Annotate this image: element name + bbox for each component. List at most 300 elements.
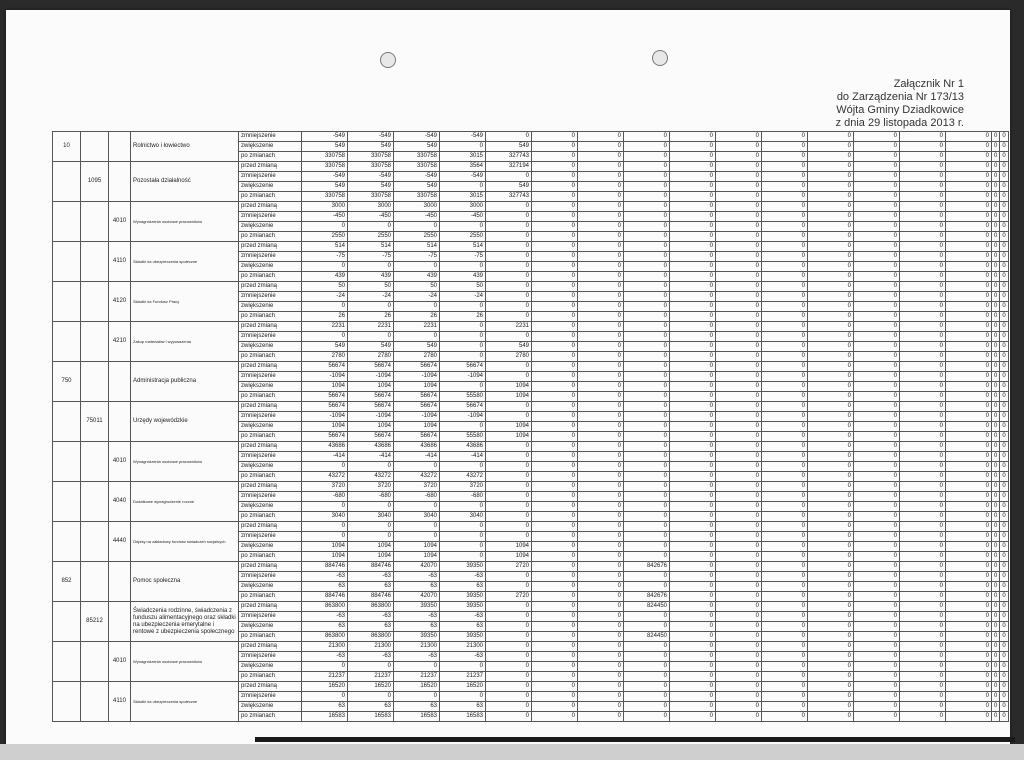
value-cell: 514 xyxy=(394,242,440,252)
value-cell: 0 xyxy=(394,222,440,232)
value-cell: 0 xyxy=(670,592,716,602)
value-cell: 0 xyxy=(808,592,854,602)
value-cell: 26 xyxy=(440,312,486,322)
value-cell: 0 xyxy=(1000,232,1008,242)
value-cell: -1094 xyxy=(302,372,348,382)
value-cell: 0 xyxy=(624,552,670,562)
value-cell: 0 xyxy=(578,222,624,232)
value-cell: 0 xyxy=(854,332,900,342)
value-cell: 1094 xyxy=(348,552,394,562)
value-cell: 0 xyxy=(946,342,992,352)
value-cell: 0 xyxy=(808,712,854,722)
value-cell: 0 xyxy=(624,512,670,522)
cell-rozdzial xyxy=(81,362,109,402)
value-cell: 0 xyxy=(992,312,1000,322)
value-cell: 56674 xyxy=(302,392,348,402)
value-cell: 0 xyxy=(808,342,854,352)
value-cell: 0 xyxy=(946,652,992,662)
row-label: zmniejszenie xyxy=(239,212,302,222)
value-cell: 0 xyxy=(762,402,808,412)
value-cell: 0 xyxy=(992,462,1000,472)
value-cell: 0 xyxy=(578,662,624,672)
value-cell: 1094 xyxy=(394,552,440,562)
value-cell: -414 xyxy=(440,452,486,462)
value-cell: 0 xyxy=(854,302,900,312)
value-cell: 0 xyxy=(348,222,394,232)
value-cell: 0 xyxy=(946,212,992,222)
value-cell: 0 xyxy=(808,262,854,272)
value-cell: 0 xyxy=(854,692,900,702)
value-cell: 0 xyxy=(670,292,716,302)
value-cell: 0 xyxy=(716,362,762,372)
value-cell: 0 xyxy=(532,362,578,372)
value-cell: 0 xyxy=(670,312,716,322)
value-cell: 0 xyxy=(900,312,946,322)
row-label: zmniejszenie xyxy=(239,452,302,462)
value-cell: 0 xyxy=(394,532,440,542)
value-cell: 63 xyxy=(440,582,486,592)
value-cell: 0 xyxy=(808,292,854,302)
value-cell: 0 xyxy=(624,692,670,702)
value-cell: 0 xyxy=(578,352,624,362)
value-cell: 0 xyxy=(946,492,992,502)
value-cell: -63 xyxy=(302,612,348,622)
value-cell: 0 xyxy=(900,642,946,652)
row-label: zmniejszenie xyxy=(239,412,302,422)
value-cell: 0 xyxy=(808,462,854,472)
value-cell: 0 xyxy=(486,402,532,412)
value-cell: 56674 xyxy=(440,402,486,412)
table-row xyxy=(53,162,1009,172)
value-cell: 0 xyxy=(992,362,1000,372)
value-cell: 0 xyxy=(900,352,946,362)
value-cell: 0 xyxy=(762,552,808,562)
value-cell: 0 xyxy=(946,422,992,432)
value-cell: 0 xyxy=(854,292,900,302)
value-cell: 0 xyxy=(486,502,532,512)
value-cell: 55580 xyxy=(440,432,486,442)
value-cell: -414 xyxy=(302,452,348,462)
value-cell: 0 xyxy=(946,702,992,712)
value-cell: 43272 xyxy=(440,472,486,482)
value-cell: 0 xyxy=(808,482,854,492)
value-cell: 0 xyxy=(992,692,1000,702)
value-cell: 0 xyxy=(578,132,624,142)
value-cell: 0 xyxy=(578,582,624,592)
value-cell: 0 xyxy=(900,512,946,522)
row-label: przed zmianą xyxy=(239,242,302,252)
value-cell: 0 xyxy=(808,472,854,482)
value-cell: 0 xyxy=(486,712,532,722)
value-cell: 0 xyxy=(992,442,1000,452)
value-cell: 0 xyxy=(992,592,1000,602)
cell-par xyxy=(109,132,131,162)
value-cell: 0 xyxy=(762,642,808,652)
value-cell: 0 xyxy=(624,272,670,282)
value-cell: -549 xyxy=(394,132,440,142)
value-cell: 0 xyxy=(670,202,716,212)
value-cell: 0 xyxy=(808,152,854,162)
value-cell: 0 xyxy=(670,472,716,482)
value-cell: -63 xyxy=(394,652,440,662)
value-cell: 0 xyxy=(992,422,1000,432)
value-cell: 0 xyxy=(670,492,716,502)
value-cell: 0 xyxy=(808,672,854,682)
value-cell: 0 xyxy=(624,582,670,592)
value-cell: 0 xyxy=(854,262,900,272)
value-cell: 0 xyxy=(808,182,854,192)
value-cell: 0 xyxy=(578,692,624,702)
value-cell: 0 xyxy=(486,612,532,622)
value-cell: 0 xyxy=(532,652,578,662)
value-cell: 0 xyxy=(532,562,578,572)
value-cell: 0 xyxy=(762,672,808,682)
value-cell: 0 xyxy=(624,492,670,502)
value-cell: 0 xyxy=(900,692,946,702)
value-cell: 0 xyxy=(900,612,946,622)
value-cell: 0 xyxy=(716,212,762,222)
value-cell: 0 xyxy=(716,632,762,642)
value-cell: 0 xyxy=(1000,412,1008,422)
row-label: zwiększenie xyxy=(239,222,302,232)
value-cell: 0 xyxy=(900,162,946,172)
value-cell: 0 xyxy=(486,172,532,182)
value-cell: 0 xyxy=(716,482,762,492)
value-cell: 0 xyxy=(302,502,348,512)
value-cell: 0 xyxy=(808,632,854,642)
value-cell: 0 xyxy=(992,652,1000,662)
value-cell: 0 xyxy=(716,132,762,142)
value-cell: 0 xyxy=(762,162,808,172)
value-cell: 330758 xyxy=(302,152,348,162)
row-label: po zmianach xyxy=(239,392,302,402)
value-cell: 21300 xyxy=(348,642,394,652)
value-cell: 0 xyxy=(716,672,762,682)
row-label: przed zmianą xyxy=(239,362,302,372)
value-cell: 0 xyxy=(900,702,946,712)
value-cell: 21237 xyxy=(394,672,440,682)
value-cell: 330758 xyxy=(348,152,394,162)
row-label: po zmianach xyxy=(239,272,302,282)
value-cell: 0 xyxy=(808,442,854,452)
value-cell: 0 xyxy=(302,692,348,702)
value-cell: 0 xyxy=(854,322,900,332)
value-cell: 0 xyxy=(532,222,578,232)
value-cell: 0 xyxy=(854,492,900,502)
value-cell: 884746 xyxy=(302,562,348,572)
value-cell: 0 xyxy=(532,242,578,252)
value-cell: 0 xyxy=(578,702,624,712)
value-cell: 0 xyxy=(762,232,808,242)
value-cell: 21237 xyxy=(302,672,348,682)
value-cell: 0 xyxy=(578,652,624,662)
value-cell: 0 xyxy=(854,162,900,172)
value-cell: 842676 xyxy=(624,562,670,572)
value-cell: 0 xyxy=(440,522,486,532)
value-cell: 0 xyxy=(1000,352,1008,362)
value-cell: 0 xyxy=(578,412,624,422)
row-label: zmniejszenie xyxy=(239,572,302,582)
value-cell: 0 xyxy=(670,272,716,282)
value-cell: 0 xyxy=(762,392,808,402)
row-label: przed zmianą xyxy=(239,202,302,212)
value-cell: 0 xyxy=(624,232,670,242)
value-cell: 0 xyxy=(578,312,624,322)
value-cell: 0 xyxy=(532,432,578,442)
value-cell: 0 xyxy=(854,192,900,202)
value-cell: 0 xyxy=(992,212,1000,222)
value-cell: 63 xyxy=(348,702,394,712)
value-cell: 0 xyxy=(992,472,1000,482)
value-cell: 56674 xyxy=(348,432,394,442)
value-cell: 514 xyxy=(348,242,394,252)
value-cell: 0 xyxy=(716,202,762,212)
value-cell: 0 xyxy=(440,662,486,672)
value-cell: 0 xyxy=(440,352,486,362)
value-cell: 0 xyxy=(854,462,900,472)
value-cell: 0 xyxy=(854,362,900,372)
value-cell: 0 xyxy=(716,462,762,472)
value-cell: 0 xyxy=(1000,532,1008,542)
value-cell: 0 xyxy=(716,682,762,692)
value-cell: 0 xyxy=(348,662,394,672)
value-cell: 514 xyxy=(440,242,486,252)
value-cell: 0 xyxy=(532,482,578,492)
value-cell: 0 xyxy=(486,652,532,662)
value-cell: 0 xyxy=(624,662,670,672)
value-cell: 39350 xyxy=(440,592,486,602)
value-cell: 0 xyxy=(486,202,532,212)
value-cell: 0 xyxy=(762,132,808,142)
cell-name: Wynagrodzenia osobowe pracowników xyxy=(131,642,239,682)
value-cell: 3000 xyxy=(394,202,440,212)
value-cell: 0 xyxy=(762,342,808,352)
value-cell: 0 xyxy=(486,662,532,672)
value-cell: 0 xyxy=(946,132,992,142)
value-cell: 0 xyxy=(348,532,394,542)
value-cell: 330758 xyxy=(348,192,394,202)
value-cell: 0 xyxy=(808,402,854,412)
value-cell: 2780 xyxy=(302,352,348,362)
row-label: zmniejszenie xyxy=(239,132,302,142)
value-cell: 0 xyxy=(578,512,624,522)
value-cell: 884746 xyxy=(302,592,348,602)
value-cell: -450 xyxy=(348,212,394,222)
value-cell: 0 xyxy=(624,452,670,462)
value-cell: 0 xyxy=(946,532,992,542)
value-cell: 0 xyxy=(578,562,624,572)
value-cell: 43272 xyxy=(348,472,394,482)
value-cell: 56674 xyxy=(348,362,394,372)
value-cell: -24 xyxy=(348,292,394,302)
value-cell: 0 xyxy=(900,412,946,422)
row-label: zmniejszenie xyxy=(239,612,302,622)
cell-par: 4010 xyxy=(109,202,131,242)
value-cell: 0 xyxy=(670,452,716,462)
value-cell: 0 xyxy=(1000,332,1008,342)
value-cell: 0 xyxy=(946,592,992,602)
value-cell: 0 xyxy=(670,712,716,722)
value-cell: 0 xyxy=(854,672,900,682)
table-row xyxy=(53,602,1009,612)
value-cell: 0 xyxy=(808,132,854,142)
value-cell: 549 xyxy=(302,182,348,192)
value-cell: 0 xyxy=(578,622,624,632)
value-cell: 0 xyxy=(946,202,992,212)
value-cell: 0 xyxy=(486,702,532,712)
value-cell: 0 xyxy=(670,282,716,292)
row-label: zwiększenie xyxy=(239,262,302,272)
row-label: zmniejszenie xyxy=(239,652,302,662)
value-cell: 0 xyxy=(624,142,670,152)
value-cell: 0 xyxy=(716,252,762,262)
cell-par: 4120 xyxy=(109,282,131,322)
row-label: przed zmianą xyxy=(239,562,302,572)
value-cell: 0 xyxy=(670,212,716,222)
row-label: po zmianach xyxy=(239,232,302,242)
value-cell: 0 xyxy=(486,642,532,652)
value-cell: 0 xyxy=(578,552,624,562)
value-cell: 0 xyxy=(762,622,808,632)
value-cell: 0 xyxy=(532,202,578,212)
value-cell: 0 xyxy=(716,232,762,242)
value-cell: 0 xyxy=(670,652,716,662)
value-cell: 1094 xyxy=(302,542,348,552)
value-cell: 0 xyxy=(808,682,854,692)
cell-par xyxy=(109,402,131,442)
row-label: po zmianach xyxy=(239,432,302,442)
value-cell: 0 xyxy=(946,612,992,622)
value-cell: 0 xyxy=(762,482,808,492)
value-cell: -63 xyxy=(440,612,486,622)
value-cell: 0 xyxy=(992,532,1000,542)
value-cell: 0 xyxy=(946,712,992,722)
value-cell: 0 xyxy=(992,262,1000,272)
value-cell: 0 xyxy=(486,232,532,242)
cell-name: Składki na ubezpieczenia społeczne xyxy=(131,242,239,282)
value-cell: 16520 xyxy=(348,682,394,692)
row-label: zwiększenie xyxy=(239,462,302,472)
value-cell: 0 xyxy=(900,622,946,632)
value-cell: 0 xyxy=(624,162,670,172)
value-cell: 63 xyxy=(302,582,348,592)
value-cell: 0 xyxy=(486,602,532,612)
value-cell: 43686 xyxy=(440,442,486,452)
row-label: zwiększenie xyxy=(239,142,302,152)
value-cell: 0 xyxy=(486,272,532,282)
value-cell: 0 xyxy=(854,392,900,402)
value-cell: 0 xyxy=(992,162,1000,172)
value-cell: 0 xyxy=(670,232,716,242)
value-cell: 0 xyxy=(762,282,808,292)
value-cell: 0 xyxy=(762,152,808,162)
value-cell: 0 xyxy=(992,522,1000,532)
value-cell: 0 xyxy=(854,622,900,632)
value-cell: 0 xyxy=(762,682,808,692)
cell-par xyxy=(109,362,131,402)
value-cell: 0 xyxy=(1000,692,1008,702)
value-cell: 0 xyxy=(762,212,808,222)
cell-dzial: 10 xyxy=(53,132,81,162)
value-cell: 330758 xyxy=(394,152,440,162)
value-cell: 0 xyxy=(578,322,624,332)
value-cell: 0 xyxy=(578,642,624,652)
value-cell: 1094 xyxy=(486,382,532,392)
value-cell: 0 xyxy=(486,452,532,462)
cell-dzial xyxy=(53,162,81,202)
value-cell: 0 xyxy=(716,432,762,442)
value-cell: 0 xyxy=(532,232,578,242)
value-cell: 0 xyxy=(808,392,854,402)
cell-name: Wynagrodzenia osobowe pracowników xyxy=(131,202,239,242)
row-label: zwiększenie xyxy=(239,502,302,512)
value-cell: 0 xyxy=(762,562,808,572)
cell-par: 4010 xyxy=(109,442,131,482)
value-cell: 0 xyxy=(486,572,532,582)
row-label: zwiększenie xyxy=(239,662,302,672)
value-cell: 0 xyxy=(854,152,900,162)
cell-rozdzial xyxy=(81,202,109,242)
value-cell: 0 xyxy=(716,172,762,182)
value-cell: 0 xyxy=(578,442,624,452)
value-cell: -1094 xyxy=(440,372,486,382)
value-cell: 0 xyxy=(854,562,900,572)
value-cell: 0 xyxy=(578,332,624,342)
value-cell: 0 xyxy=(348,502,394,512)
value-cell: 0 xyxy=(946,222,992,232)
value-cell: 0 xyxy=(578,462,624,472)
value-cell: 0 xyxy=(946,182,992,192)
value-cell: 0 xyxy=(1000,262,1008,272)
value-cell: 0 xyxy=(900,342,946,352)
value-cell: 0 xyxy=(532,412,578,422)
value-cell: 0 xyxy=(532,132,578,142)
value-cell: 0 xyxy=(578,482,624,492)
cell-rozdzial xyxy=(81,562,109,602)
value-cell: 0 xyxy=(670,392,716,402)
value-cell: 63 xyxy=(302,702,348,712)
cell-par xyxy=(109,562,131,602)
value-cell: 21237 xyxy=(348,672,394,682)
value-cell: 0 xyxy=(532,512,578,522)
heading-line-2: do Zarządzenia Nr 173/13 xyxy=(836,91,964,103)
value-cell: 0 xyxy=(624,612,670,622)
value-cell: 0 xyxy=(394,662,440,672)
value-cell: 0 xyxy=(716,552,762,562)
value-cell: 0 xyxy=(854,632,900,642)
value-cell: 0 xyxy=(762,192,808,202)
table-row xyxy=(53,242,1009,252)
value-cell: 0 xyxy=(624,672,670,682)
value-cell: 0 xyxy=(1000,322,1008,332)
value-cell: 0 xyxy=(1000,282,1008,292)
value-cell: 0 xyxy=(854,422,900,432)
value-cell: 0 xyxy=(1000,172,1008,182)
value-cell: 16583 xyxy=(348,712,394,722)
value-cell: 0 xyxy=(762,602,808,612)
budget-table xyxy=(52,131,1009,722)
value-cell: 3040 xyxy=(348,512,394,522)
value-cell: 0 xyxy=(946,662,992,672)
value-cell: 0 xyxy=(946,322,992,332)
cell-dzial xyxy=(53,282,81,322)
value-cell: 0 xyxy=(624,432,670,442)
value-cell: 0 xyxy=(716,602,762,612)
value-cell: 0 xyxy=(578,472,624,482)
value-cell: 0 xyxy=(808,252,854,262)
value-cell: 0 xyxy=(716,192,762,202)
value-cell: 0 xyxy=(624,402,670,412)
